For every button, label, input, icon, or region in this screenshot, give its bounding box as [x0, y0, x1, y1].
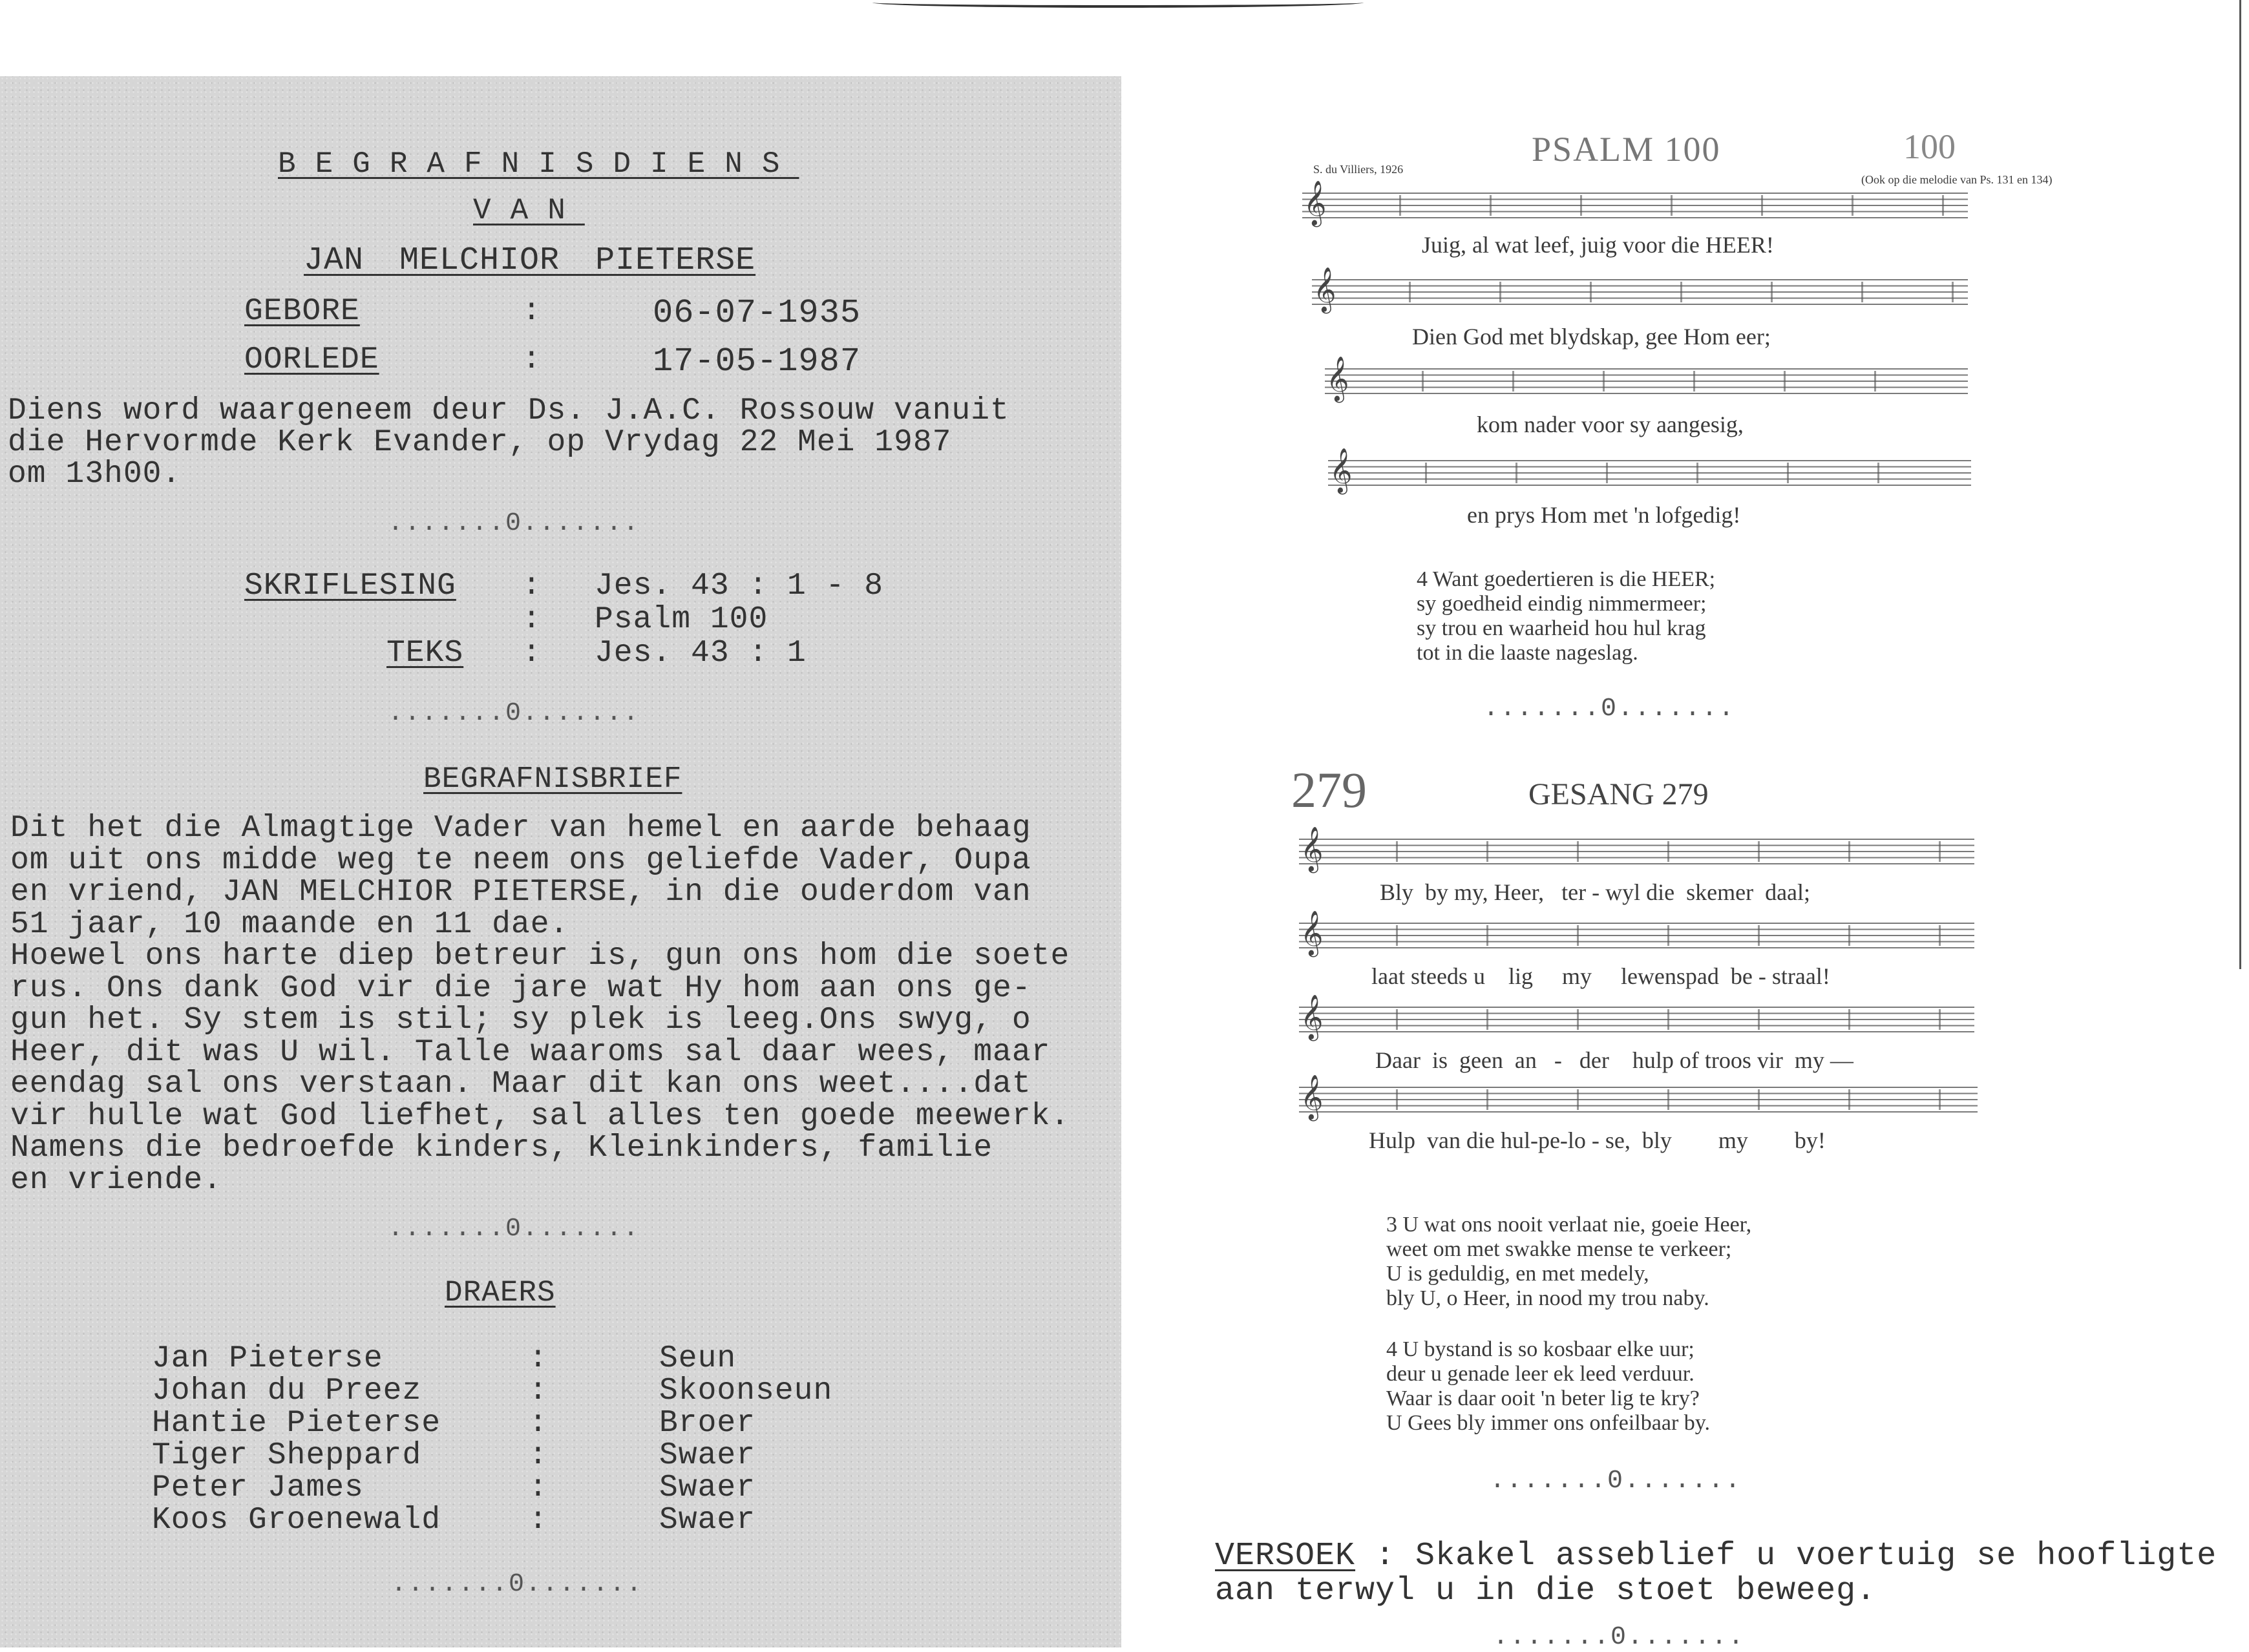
psalm-staff-1 [1302, 193, 1968, 218]
versoek-label: VERSOEK [1215, 1538, 1356, 1574]
gebore-date: 06-07-1935 [653, 294, 861, 332]
skriflesing-reading-1: Jes. 43 : 1 - 8 [595, 569, 884, 603]
bearer-relation: Swaer [659, 1503, 756, 1538]
bearer-colon: : [529, 1503, 548, 1538]
psalm-staff-2 [1312, 279, 1968, 305]
teks-value: Jes. 43 : 1 [595, 636, 807, 671]
psalm-lyric-2: Dien God met blydskap, gee Hom eer; [1412, 324, 1771, 350]
separator-2: .......0....... [388, 699, 640, 728]
deceased-name: JAN MELCHIOR PIETERSE [304, 242, 756, 279]
draers-title: DRAERS [445, 1276, 556, 1310]
gesang-staff-2 [1299, 923, 1974, 948]
separator-4: .......0....... [391, 1570, 644, 1599]
gesang-lyric-2: laat steeds u lig my lewenspad be - straal! [1371, 963, 1830, 989]
teks-label: TEKS [386, 636, 464, 671]
separator-3: .......0....... [388, 1215, 640, 1244]
page-edge-arc [872, 0, 1364, 8]
bearer-colon: : [529, 1438, 548, 1473]
gebore-label: GEBORE [244, 294, 360, 329]
versoek-request [1215, 1539, 2217, 1609]
oorlede-date: 17-05-1987 [653, 342, 861, 381]
bearer-name: Koos Groenewald [152, 1503, 441, 1538]
bearer-name: Peter James [152, 1470, 364, 1505]
bearer-name: Tiger Sheppard [152, 1438, 422, 1473]
gesang-staff-1 [1299, 839, 1974, 864]
bearer-relation: Swaer [659, 1470, 756, 1505]
bearer-name: Hantie Pieterse [152, 1406, 441, 1441]
oorlede-label: OORLEDE [244, 342, 379, 377]
psalm-number: 100 [1903, 127, 1956, 166]
gesang-verse-4: 4 U bystand is so kosbaar elke uur; deur u genade leer ek leed verduur. Waar is daar ooit 'n beter lig te kry? U Gees bly immer ons onfeilbaar by. [1386, 1337, 1711, 1435]
psalm-separator: .......0....... [1483, 695, 1736, 724]
psalm-title: PSALM 100 [1532, 130, 1721, 169]
skriflesing-colon: : [522, 569, 542, 603]
bearer-colon: : [529, 1341, 548, 1376]
versoek-text: : Skakel asseblief u voertuig se hoofligte aan terwyl u in die stoet beweeg. [1215, 1538, 2217, 1609]
service-details: Diens word waargeneem deur Ds. J.A.C. Rossouw vanuit die Hervormde Kerk Evander, op Vrydag 22 Mei 1987 om 13h00. [8, 393, 1009, 492]
final-separator: .......0....... [1493, 1623, 1746, 1652]
gebore-colon: : [522, 294, 542, 329]
psalm-lyric-4: en prys Hom met 'n lofgedig! [1467, 502, 1741, 528]
gesang-lyric-1: Bly by my, Heer, ter - wyl die skemer daal; [1380, 879, 1811, 905]
bearer-colon: : [529, 1406, 548, 1441]
page-edge-line [2239, 0, 2241, 969]
gesang-lyric-3: Daar is geen an - der hulp of troos vir my — [1375, 1047, 1853, 1073]
gesang-number: 279 [1291, 762, 1367, 818]
oorlede-colon: : [522, 342, 542, 377]
bearer-colon: : [529, 1470, 548, 1505]
psalm-melody-note: (Ook op die melodie van Ps. 131 en 134) [1861, 173, 2053, 186]
funeral-letter: Dit het die Almagtige Vader van hemel en aarde behaag om uit ons midde weg te neem ons geliefde Vader, Oupa en vriend, JAN MELCHIOR PIETERSE, in die ouderdom van 51 jaar, 10 maande en 11 dae. Hoewel ons harte diep betreur is, gun ons hom die soete rus. Ons dank God vir die jare wat Hy hom aan ons ge- gun het. Sy stem is stil; sy plek is leeg.Ons swyg, o Heer, dit was U wil. Talle waaroms sal daar wees, maar eendag sal ons verstaan. Maar dit kan ons weet....dat vir hulle wat God liefhet, sal alles ten goede meewerk. Namens die bedroefde kinders, Kleinkinders, familie en vriende. [10, 811, 1070, 1198]
psalm-verse-4: 4 Want goedertieren is die HEER; sy goedheid eindig nimmermeer; sy trou en waarheid hou hul krag tot in die laaste nageslag. [1417, 567, 1716, 665]
bearer-colon: : [529, 1374, 548, 1408]
psalm-credit: S. du Villiers, 1926 [1313, 163, 1404, 176]
bearer-relation: Seun [659, 1341, 737, 1376]
separator-1: .......0....... [388, 509, 640, 538]
brief-title: BEGRAFNISBRIEF [423, 762, 682, 796]
skriflesing-reading-2: Psalm 100 [595, 602, 768, 637]
psalm-lyric-1: Juig, al wat leef, juig voor die HEER! [1422, 232, 1774, 258]
gesang-lyric-4: Hulp van die hul-pe-lo - se, bly my by! [1369, 1127, 1826, 1153]
gesang-verse-3: 3 U wat ons nooit verlaat nie, goeie Heer, weet om met swakke mense te verkeer; U is geduldig, en met medely, bly U, o Heer, in nood my trou naby. [1386, 1213, 1752, 1310]
program-title: BEGRAFNISDIENS [278, 147, 799, 181]
bearer-name: Jan Pieterse [152, 1341, 383, 1376]
gesang-staff-3 [1299, 1007, 1974, 1032]
teks-colon: : [522, 636, 542, 671]
psalm-lyric-3: kom nader voor sy aangesig, [1477, 412, 1744, 437]
program-van: VAN [473, 194, 585, 227]
bearer-name: Johan du Preez [152, 1374, 422, 1408]
bearer-relation: Skoonseun [659, 1374, 833, 1408]
gesang-staff-4 [1299, 1087, 1978, 1113]
skriflesing-label: SKRIFLESING [244, 569, 456, 603]
skriflesing-colon-2: : [522, 602, 542, 637]
gesang-separator: .......0....... [1490, 1467, 1742, 1496]
bearer-relation: Broer [659, 1406, 756, 1441]
gesang-title: GESANG 279 [1528, 777, 1709, 811]
psalm-staff-4 [1328, 460, 1971, 486]
psalm-staff-3 [1325, 368, 1968, 394]
bearer-relation: Swaer [659, 1438, 756, 1473]
